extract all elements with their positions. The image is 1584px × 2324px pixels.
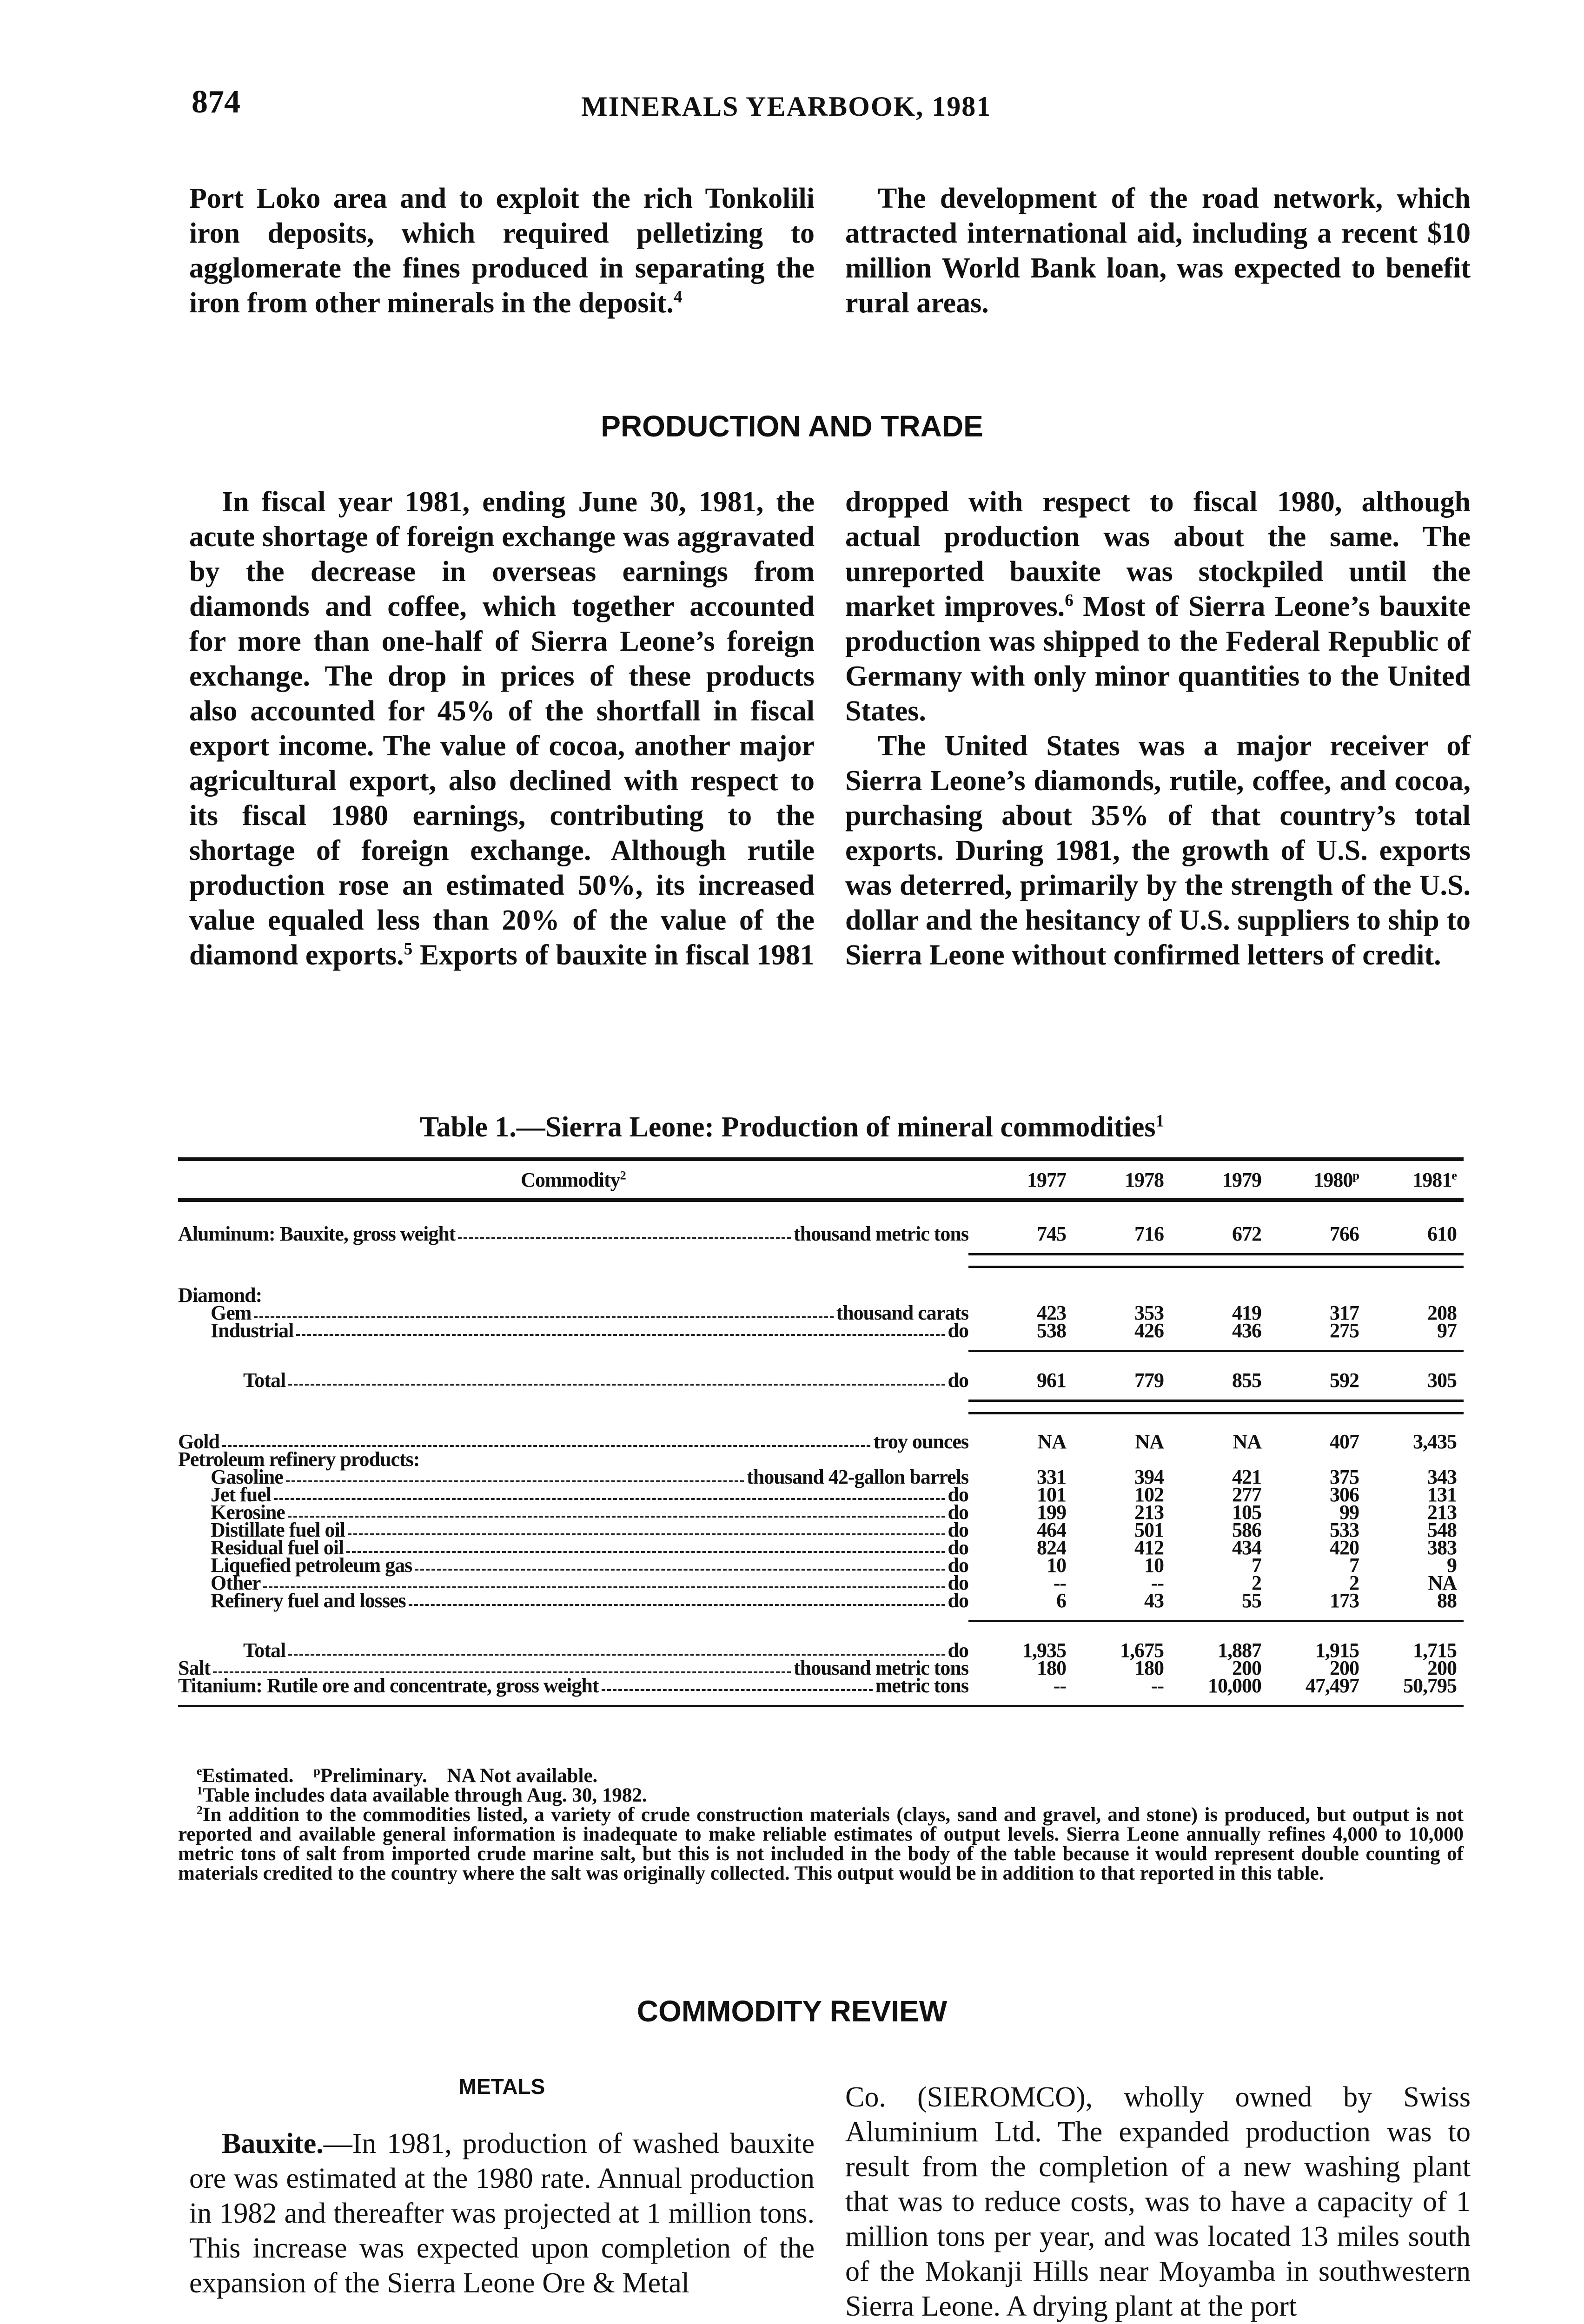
value-cell: -- <box>1053 1571 1066 1594</box>
paragraph-text: Most of Sierra Leone’s bauxite production was shipped to the Federal Republic of Germany with only minor quantities to the United States. <box>845 591 1471 727</box>
footnote-ref: 6 <box>1065 591 1074 610</box>
value-cell: 10 <box>1047 1554 1066 1577</box>
value-cell: 592 <box>1330 1369 1359 1392</box>
table-footnotes <box>178 1766 1464 1883</box>
subheading-metals: METALS <box>458 2074 545 2099</box>
value-cell: 610 <box>1427 1222 1457 1245</box>
dot-leader <box>288 1516 945 1518</box>
value-cell: 306 <box>1330 1483 1359 1506</box>
commodity-label: Kerosine <box>211 1501 285 1524</box>
commodity-label: Liquefied petroleum gas <box>211 1554 412 1577</box>
dot-leader <box>288 1384 945 1386</box>
value-cell: 672 <box>1232 1222 1261 1245</box>
value-cell: 200 <box>1232 1657 1261 1679</box>
value-cell: 434 <box>1232 1536 1261 1559</box>
table-row <box>178 1361 1464 1392</box>
commodity-label: Industrial <box>211 1319 294 1342</box>
commodity-label: Total <box>243 1369 286 1392</box>
value-cell: NA <box>1428 1571 1457 1594</box>
unit-label: thousand carats <box>836 1301 968 1324</box>
footnote-ref: 2 <box>620 1168 626 1182</box>
footnote-text: In addition to the commodities listed, a variety of crude construction materials (clays, sand and gravel, and stone) is produced, but output is not reported and available general information is inadequate to make reliable estimates of output levels. Sierra Leone annually refines 4,000 to 10,000 metric tons of salt from imported crude marine salt, but this is not included in the body of the table because it would represent double counting of materials credited to the country where the salt was originally collected. This output would be in addition to that reported in this table. <box>178 1804 1464 1884</box>
footnote-text: NA Not available. <box>447 1765 598 1787</box>
commodity-label: Titanium: Rutile ore and concentrate, gross weight <box>178 1674 599 1697</box>
table-row <box>178 1521 1464 1539</box>
commodity-label: Gold <box>178 1430 219 1453</box>
commodity-label: Total <box>243 1639 286 1662</box>
paragraph-text: —In 1981, production of washed bauxite ore was estimated at the 1980 rate. Annual production in 1982 and thereafter was projected at 1 million tons. This increase was expected upon completion of the expansion of the Sierra Leone Ore & Metal <box>189 2128 815 2299</box>
value-cell: 716 <box>1134 1222 1164 1245</box>
table-title <box>0 1111 1584 1144</box>
year-header <box>1066 1168 1164 1192</box>
table-row <box>178 1222 1464 1245</box>
value-cell: -- <box>1151 1571 1164 1594</box>
value-cell: 99 <box>1339 1501 1359 1524</box>
review-right-column <box>845 2080 1471 2324</box>
value-cell: 383 <box>1427 1536 1457 1559</box>
value-cell: 412 <box>1134 1536 1164 1559</box>
dot-leader <box>348 1533 945 1535</box>
value-cell: 180 <box>1037 1657 1066 1679</box>
unit-label: do <box>948 1536 968 1559</box>
value-cell: 277 <box>1232 1483 1261 1506</box>
unit-label: do <box>948 1369 968 1392</box>
commodity-label: Distillate fuel oil <box>211 1519 345 1541</box>
year-text: 1981 <box>1412 1168 1452 1191</box>
value-cell: NA <box>1135 1430 1164 1453</box>
value-cell: 180 <box>1134 1657 1164 1679</box>
commodity-label: Gasoline <box>211 1466 283 1488</box>
value-cell: 9 <box>1447 1554 1457 1577</box>
value-cell: 200 <box>1330 1657 1359 1679</box>
value-cell: 1,915 <box>1315 1639 1359 1662</box>
table-row <box>178 1301 1464 1324</box>
year-text: 1978 <box>1125 1168 1164 1191</box>
paragraph-text: dropped with respect to fiscal 1980, although actual production was about the same. The unreported bauxite was stockpiled until the market improves. <box>845 486 1471 622</box>
unit-label: do <box>948 1571 968 1594</box>
table-header-row <box>178 1161 1464 1198</box>
value-cell: 407 <box>1330 1430 1359 1453</box>
unit-label: do <box>948 1589 968 1612</box>
value-cell: 436 <box>1232 1319 1261 1342</box>
commodity-label: Other <box>211 1571 261 1594</box>
commodity-label: Diamond: <box>178 1284 262 1307</box>
intro-right-column <box>845 181 1471 321</box>
value-cell: 200 <box>1427 1657 1457 1679</box>
value-cell: 1,715 <box>1413 1639 1457 1662</box>
paragraph: The United States was a major receiver of Sierra Leone’s diamonds, rutile, coffee, and cocoa, purchasing about 35% of that country’s total exports. During 1981, the growth of U.S. exports was deterred, primarily by the strength of the U.S. dollar and the hesitancy of U.S. suppliers to ship to Sierra Leone without confirmed letters of credit. <box>845 730 1471 971</box>
dot-leader <box>288 1654 945 1656</box>
table-rule <box>178 1705 1464 1707</box>
value-cell: 1,675 <box>1120 1639 1164 1662</box>
value-cell: -- <box>1151 1674 1164 1697</box>
footnote-mark: e <box>197 1764 202 1778</box>
year-text: 1977 <box>1027 1168 1066 1191</box>
value-cell: 7 <box>1252 1554 1261 1577</box>
commodity-cell <box>178 1319 968 1342</box>
paragraph: The development of the road network, which attracted international aid, including a recent $10 million World Bank loan, was expected to benefit rural areas. <box>845 183 1471 319</box>
value-cell: 961 <box>1037 1369 1066 1392</box>
value-cell: 173 <box>1330 1589 1359 1612</box>
intro-left-column <box>189 181 815 321</box>
value-cell: 208 <box>1427 1301 1457 1324</box>
table-row <box>178 1284 1464 1307</box>
table-row <box>178 1674 1464 1697</box>
dot-leader <box>274 1498 945 1500</box>
value-cell: 855 <box>1232 1369 1261 1392</box>
value-cell: NA <box>1233 1430 1261 1453</box>
year-mark: p <box>1352 1168 1359 1182</box>
paragraph: Co. (SIEROMCO), wholly owned by Swiss Aluminium Ltd. The expanded production was to result from the completion of a new washing plant that was to reduce costs, was to have a capacity of 1 million tons per year, and was located 13 miles south of the Mokanji Hills near Moyamba in southwestern Sierra Leone. A drying plant at the port <box>845 2081 1471 2322</box>
footnote-text: Table includes data available through Aug. 30, 1982. <box>202 1784 647 1806</box>
value-cell: 10,000 <box>1208 1674 1261 1697</box>
value-cell: 419 <box>1232 1301 1261 1324</box>
running-title: MINERALS YEARBOOK, 1981 <box>581 91 992 122</box>
value-cell: 43 <box>1144 1589 1164 1612</box>
footnote-1 <box>178 1783 1464 1806</box>
table-row <box>178 1319 1464 1342</box>
paragraph <box>189 181 815 321</box>
footnote-mark: p <box>313 1764 320 1778</box>
value-cell: 2 <box>1349 1571 1359 1594</box>
value-cell: 275 <box>1330 1319 1359 1342</box>
footnote-legend <box>178 1766 1464 1786</box>
commodity-cell <box>178 1301 968 1324</box>
commodity-label: Gem <box>211 1301 252 1324</box>
value-cell: 2 <box>1252 1571 1261 1594</box>
value-cell: 375 <box>1330 1466 1359 1488</box>
value-cell: 533 <box>1330 1519 1359 1541</box>
footnote-mark: 2 <box>197 1803 203 1817</box>
production-table <box>178 1157 1464 1707</box>
value-cell: 586 <box>1232 1519 1261 1541</box>
commodity-label: Salt <box>178 1657 211 1679</box>
value-cell: 55 <box>1242 1589 1261 1612</box>
table-body <box>178 1202 1464 1707</box>
value-cell: 131 <box>1427 1483 1457 1506</box>
table-header-rule <box>178 1198 1464 1202</box>
unit-label: do <box>948 1501 968 1524</box>
value-cell: 101 <box>1037 1483 1066 1506</box>
value-cell: 779 <box>1134 1369 1164 1392</box>
paragraph-lead: Bauxite. <box>222 2128 324 2159</box>
value-cell: 421 <box>1232 1466 1261 1488</box>
value-cell: 766 <box>1330 1222 1359 1245</box>
commodity-header <box>178 1168 968 1192</box>
value-cell: 745 <box>1037 1222 1066 1245</box>
paragraph-text: In fiscal year 1981, ending June 30, 1981, the acute shortage of foreign exchange was aggravated by the decrease in overseas earnings from diamonds and coffee, which together accounted for more than one-half of Sierra Leone’s foreign exchange. The drop in prices of these products also accounted for 45% of the shortfall in fiscal export income. The value of cocoa, another major agricultural export, also declined with respect to its fiscal 1980 earnings, contributing to the shortage of foreign exchange. Although rutile production rose an estimated 50%, its increased value equaled less than 20% of the value of the diamond exports. <box>189 486 815 971</box>
dot-leader <box>296 1334 945 1336</box>
commodity-cell <box>178 1369 968 1392</box>
year-text: 1979 <box>1222 1168 1261 1191</box>
unit-label: do <box>948 1639 968 1662</box>
dot-leader <box>254 1316 833 1318</box>
value-cell: 97 <box>1437 1319 1457 1342</box>
table-row <box>178 1483 1464 1506</box>
page-number: 874 <box>192 84 240 120</box>
commodity-cell <box>178 1483 968 1506</box>
table-row <box>178 1554 1464 1577</box>
commodity-label: Petroleum refinery products: <box>178 1448 420 1471</box>
section-heading-production: PRODUCTION AND TRADE <box>601 409 983 443</box>
paragraph <box>189 485 815 973</box>
table-top-rule <box>178 1157 1464 1161</box>
unit-label: thousand metric tons <box>793 1222 968 1245</box>
value-cell: 426 <box>1134 1319 1164 1342</box>
value-cell: 47,497 <box>1306 1674 1359 1697</box>
unit-label: troy ounces <box>873 1430 968 1453</box>
dot-leader <box>286 1480 744 1482</box>
value-cell: 213 <box>1427 1501 1457 1524</box>
value-cell: 105 <box>1232 1501 1261 1524</box>
value-cell: 1,935 <box>1022 1639 1066 1662</box>
value-cell: 7 <box>1349 1554 1359 1577</box>
footnote-2 <box>178 1805 1464 1883</box>
value-cell: 824 <box>1037 1536 1066 1559</box>
year-text: 1980 <box>1313 1168 1353 1191</box>
commodity-cell <box>178 1554 968 1577</box>
table-row <box>178 1468 1464 1486</box>
value-cell: 1,887 <box>1218 1639 1261 1662</box>
value-cell: 10 <box>1144 1554 1164 1577</box>
value-cell: 50,795 <box>1403 1674 1457 1697</box>
dot-leader <box>415 1569 945 1571</box>
value-cell: 423 <box>1037 1301 1066 1324</box>
dot-leader <box>602 1689 873 1691</box>
dot-leader <box>263 1586 945 1588</box>
paragraph-text: Exports of bauxite in fiscal 1981 <box>412 939 815 971</box>
footnote-mark: 1 <box>197 1783 203 1797</box>
year-header <box>1164 1168 1261 1192</box>
value-cell: 213 <box>1134 1501 1164 1524</box>
value-cell: NA <box>1037 1430 1066 1453</box>
paragraph <box>845 485 1471 729</box>
value-cell: 394 <box>1134 1466 1164 1488</box>
table-row <box>178 1501 1464 1524</box>
value-cell: 343 <box>1427 1466 1457 1488</box>
value-cell: 317 <box>1330 1301 1359 1324</box>
production-left-column <box>189 485 815 973</box>
commodity-label: Refinery fuel and losses <box>211 1589 406 1612</box>
commodity-label: Aluminum: Bauxite, gross weight <box>178 1222 456 1245</box>
unit-label: do <box>948 1554 968 1577</box>
paragraph <box>189 2126 815 2301</box>
footnote-ref: 1 <box>1155 1111 1165 1131</box>
unit-label: thousand metric tons <box>793 1657 968 1679</box>
commodity-cell <box>178 1674 968 1697</box>
value-cell: 88 <box>1437 1589 1457 1612</box>
footnote-text: Estimated. <box>202 1765 294 1787</box>
footnote-ref: 5 <box>404 939 413 959</box>
commodity-cell <box>178 1589 968 1612</box>
value-cell: 464 <box>1037 1519 1066 1541</box>
year-header <box>1261 1168 1359 1192</box>
value-cell: 305 <box>1427 1369 1457 1392</box>
footnote-ref: 4 <box>673 287 683 307</box>
table-row <box>178 1589 1464 1612</box>
section-heading-commodity-review: COMMODITY REVIEW <box>636 1994 948 2028</box>
value-cell: 331 <box>1037 1466 1066 1488</box>
unit-label: thousand 42-gallon barrels <box>747 1466 968 1488</box>
dot-leader <box>346 1551 945 1553</box>
unit-label: do <box>948 1519 968 1541</box>
year-header <box>968 1168 1066 1192</box>
dot-leader <box>458 1237 791 1239</box>
dot-leader <box>213 1671 791 1673</box>
value-cell: 501 <box>1134 1519 1164 1541</box>
value-cell: 102 <box>1134 1483 1164 1506</box>
value-cell: 199 <box>1037 1501 1066 1524</box>
commodity-label: Jet fuel <box>211 1483 272 1506</box>
value-cell: 353 <box>1134 1301 1164 1324</box>
value-cell: 548 <box>1427 1519 1457 1541</box>
value-cell: 3,435 <box>1413 1430 1457 1453</box>
dot-leader <box>409 1604 945 1606</box>
table-title-text: Table 1.—Sierra Leone: Production of mineral commodities <box>419 1111 1156 1143</box>
value-cell: 538 <box>1037 1319 1066 1342</box>
year-header <box>1359 1168 1457 1192</box>
table-row <box>178 1631 1464 1662</box>
unit-label: do <box>948 1319 968 1342</box>
paragraph-text: Port Loko area and to exploit the rich Tonkolili iron deposits, which required pelletizing to agglomerate the fines produced in separating the iron from other minerals in the deposit. <box>189 183 815 319</box>
value-cell: 420 <box>1330 1536 1359 1559</box>
commodity-cell <box>178 1222 968 1245</box>
commodity-cell <box>178 1468 968 1486</box>
review-left-column <box>189 2126 815 2301</box>
dot-leader <box>222 1445 871 1447</box>
year-mark: e <box>1451 1168 1457 1182</box>
value-cell: -- <box>1053 1674 1066 1697</box>
commodity-label: Residual fuel oil <box>211 1536 344 1559</box>
unit-label: do <box>948 1483 968 1506</box>
unit-label: metric tons <box>875 1674 968 1697</box>
value-cell: 6 <box>1056 1589 1066 1612</box>
production-right-column <box>845 485 1471 973</box>
footnote-text: Preliminary. <box>320 1765 427 1787</box>
commodity-header-text: Commodity <box>521 1168 620 1191</box>
